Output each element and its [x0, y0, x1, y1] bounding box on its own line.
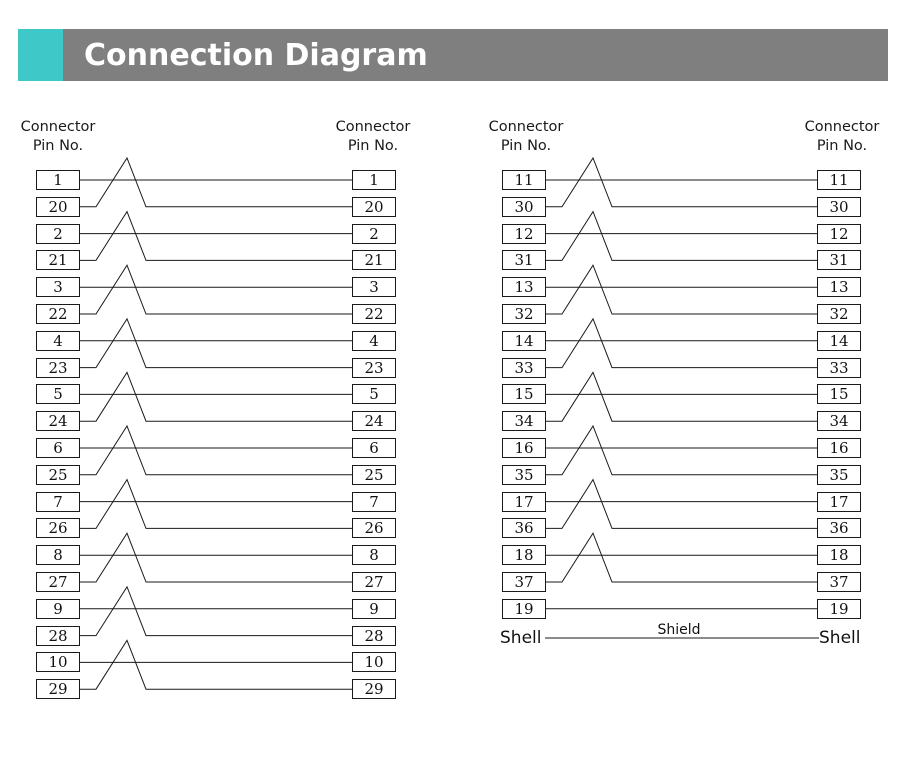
pin-box-right: 2 — [352, 224, 396, 244]
label-line-1: Connector — [20, 119, 96, 135]
pin-box-left: 31 — [502, 250, 546, 270]
wire-twisted — [80, 212, 352, 261]
pin-box-right: 14 — [817, 331, 861, 351]
pin-box-left: 25 — [36, 465, 80, 485]
pin-box-right: 18 — [817, 545, 861, 565]
pin-box-left: 29 — [36, 679, 80, 699]
pin-box-left: 35 — [502, 465, 546, 485]
wire-twisted — [80, 426, 352, 475]
pin-box-left: 19 — [502, 599, 546, 619]
wire-twisted — [546, 480, 817, 529]
pin-box-right: 31 — [817, 250, 861, 270]
pin-box-left: 33 — [502, 358, 546, 378]
pin-box-right: 24 — [352, 411, 396, 431]
label-line-2: Pin No. — [32, 138, 84, 154]
pin-box-right: 20 — [352, 197, 396, 217]
wire-twisted — [546, 372, 817, 421]
pin-box-left: 16 — [502, 438, 546, 458]
pin-box-right: 27 — [352, 572, 396, 592]
wire-twisted — [80, 533, 352, 582]
pin-box-left: 26 — [36, 518, 80, 538]
label-line-1: Connector — [488, 119, 564, 135]
pin-box-left: 36 — [502, 518, 546, 538]
pin-box-right: 5 — [352, 384, 396, 404]
label-line-2: Pin No. — [500, 138, 552, 154]
pin-box-right: 11 — [817, 170, 861, 190]
pin-box-right: 35 — [817, 465, 861, 485]
pin-box-left: 27 — [36, 572, 80, 592]
pin-box-left: 12 — [502, 224, 546, 244]
pin-box-right: 8 — [352, 545, 396, 565]
wire-twisted — [80, 319, 352, 368]
pin-box-left: 3 — [36, 277, 80, 297]
wire-twisted — [80, 640, 352, 689]
wire-twisted — [80, 265, 352, 314]
pin-box-left: 24 — [36, 411, 80, 431]
pin-box-right: 10 — [352, 652, 396, 672]
pin-box-right: 28 — [352, 626, 396, 646]
pin-box-right: 22 — [352, 304, 396, 324]
pin-box-left: 7 — [36, 492, 80, 512]
pin-box-left: 15 — [502, 384, 546, 404]
pin-box-left: 14 — [502, 331, 546, 351]
wire-twisted — [546, 265, 817, 314]
wire-twisted — [546, 319, 817, 368]
pin-box-right: 16 — [817, 438, 861, 458]
page-title: Connection Diagram — [84, 38, 428, 73]
pin-box-right: 32 — [817, 304, 861, 324]
pin-box-left: 11 — [502, 170, 546, 190]
pin-box-right: 25 — [352, 465, 396, 485]
pin-box-left: 9 — [36, 599, 80, 619]
pin-box-right: 9 — [352, 599, 396, 619]
pin-box-left: 28 — [36, 626, 80, 646]
pin-box-left: 23 — [36, 358, 80, 378]
pin-box-left: 37 — [502, 572, 546, 592]
shell-left-label: Shell — [500, 628, 542, 648]
pin-box-right: 17 — [817, 492, 861, 512]
pin-box-left: 4 — [36, 331, 80, 351]
pin-box-left: 13 — [502, 277, 546, 297]
pin-box-right: 33 — [817, 358, 861, 378]
pin-box-left: 18 — [502, 545, 546, 565]
pin-box-right: 21 — [352, 250, 396, 270]
pin-box-left: 10 — [36, 652, 80, 672]
pin-box-right: 6 — [352, 438, 396, 458]
label-line-1: Connector — [804, 119, 880, 135]
pin-box-left: 30 — [502, 197, 546, 217]
pin-box-left: 22 — [36, 304, 80, 324]
pin-box-right: 23 — [352, 358, 396, 378]
pin-box-right: 13 — [817, 277, 861, 297]
pin-box-right: 26 — [352, 518, 396, 538]
wire-twisted — [546, 426, 817, 475]
pin-box-right: 15 — [817, 384, 861, 404]
pin-box-left: 34 — [502, 411, 546, 431]
pin-box-left: 17 — [502, 492, 546, 512]
shield-label: Shield — [657, 622, 701, 638]
pin-box-left: 20 — [36, 197, 80, 217]
wire-twisted — [80, 480, 352, 529]
wire-twisted — [546, 533, 817, 582]
pin-box-left: 6 — [36, 438, 80, 458]
pin-box-right: 3 — [352, 277, 396, 297]
pin-box-right: 37 — [817, 572, 861, 592]
label-line-2: Pin No. — [347, 138, 399, 154]
pin-box-left: 32 — [502, 304, 546, 324]
pin-box-left: 21 — [36, 250, 80, 270]
shell-right-label: Shell — [819, 628, 861, 648]
pin-box-right: 19 — [817, 599, 861, 619]
pin-box-right: 12 — [817, 224, 861, 244]
pin-box-right: 30 — [817, 197, 861, 217]
wire-twisted — [80, 587, 352, 636]
wire-twisted — [546, 158, 817, 207]
pin-box-left: 8 — [36, 545, 80, 565]
pin-box-right: 7 — [352, 492, 396, 512]
pin-box-right: 1 — [352, 170, 396, 190]
wire-twisted — [80, 158, 352, 207]
label-line-1: Connector — [335, 119, 411, 135]
pin-box-right: 36 — [817, 518, 861, 538]
wire-twisted — [546, 212, 817, 261]
pin-box-left: 5 — [36, 384, 80, 404]
pin-box-left: 2 — [36, 224, 80, 244]
label-line-2: Pin No. — [816, 138, 868, 154]
pin-box-left: 1 — [36, 170, 80, 190]
pin-box-right: 29 — [352, 679, 396, 699]
pin-box-right: 4 — [352, 331, 396, 351]
wire-twisted — [80, 372, 352, 421]
pin-box-right: 34 — [817, 411, 861, 431]
